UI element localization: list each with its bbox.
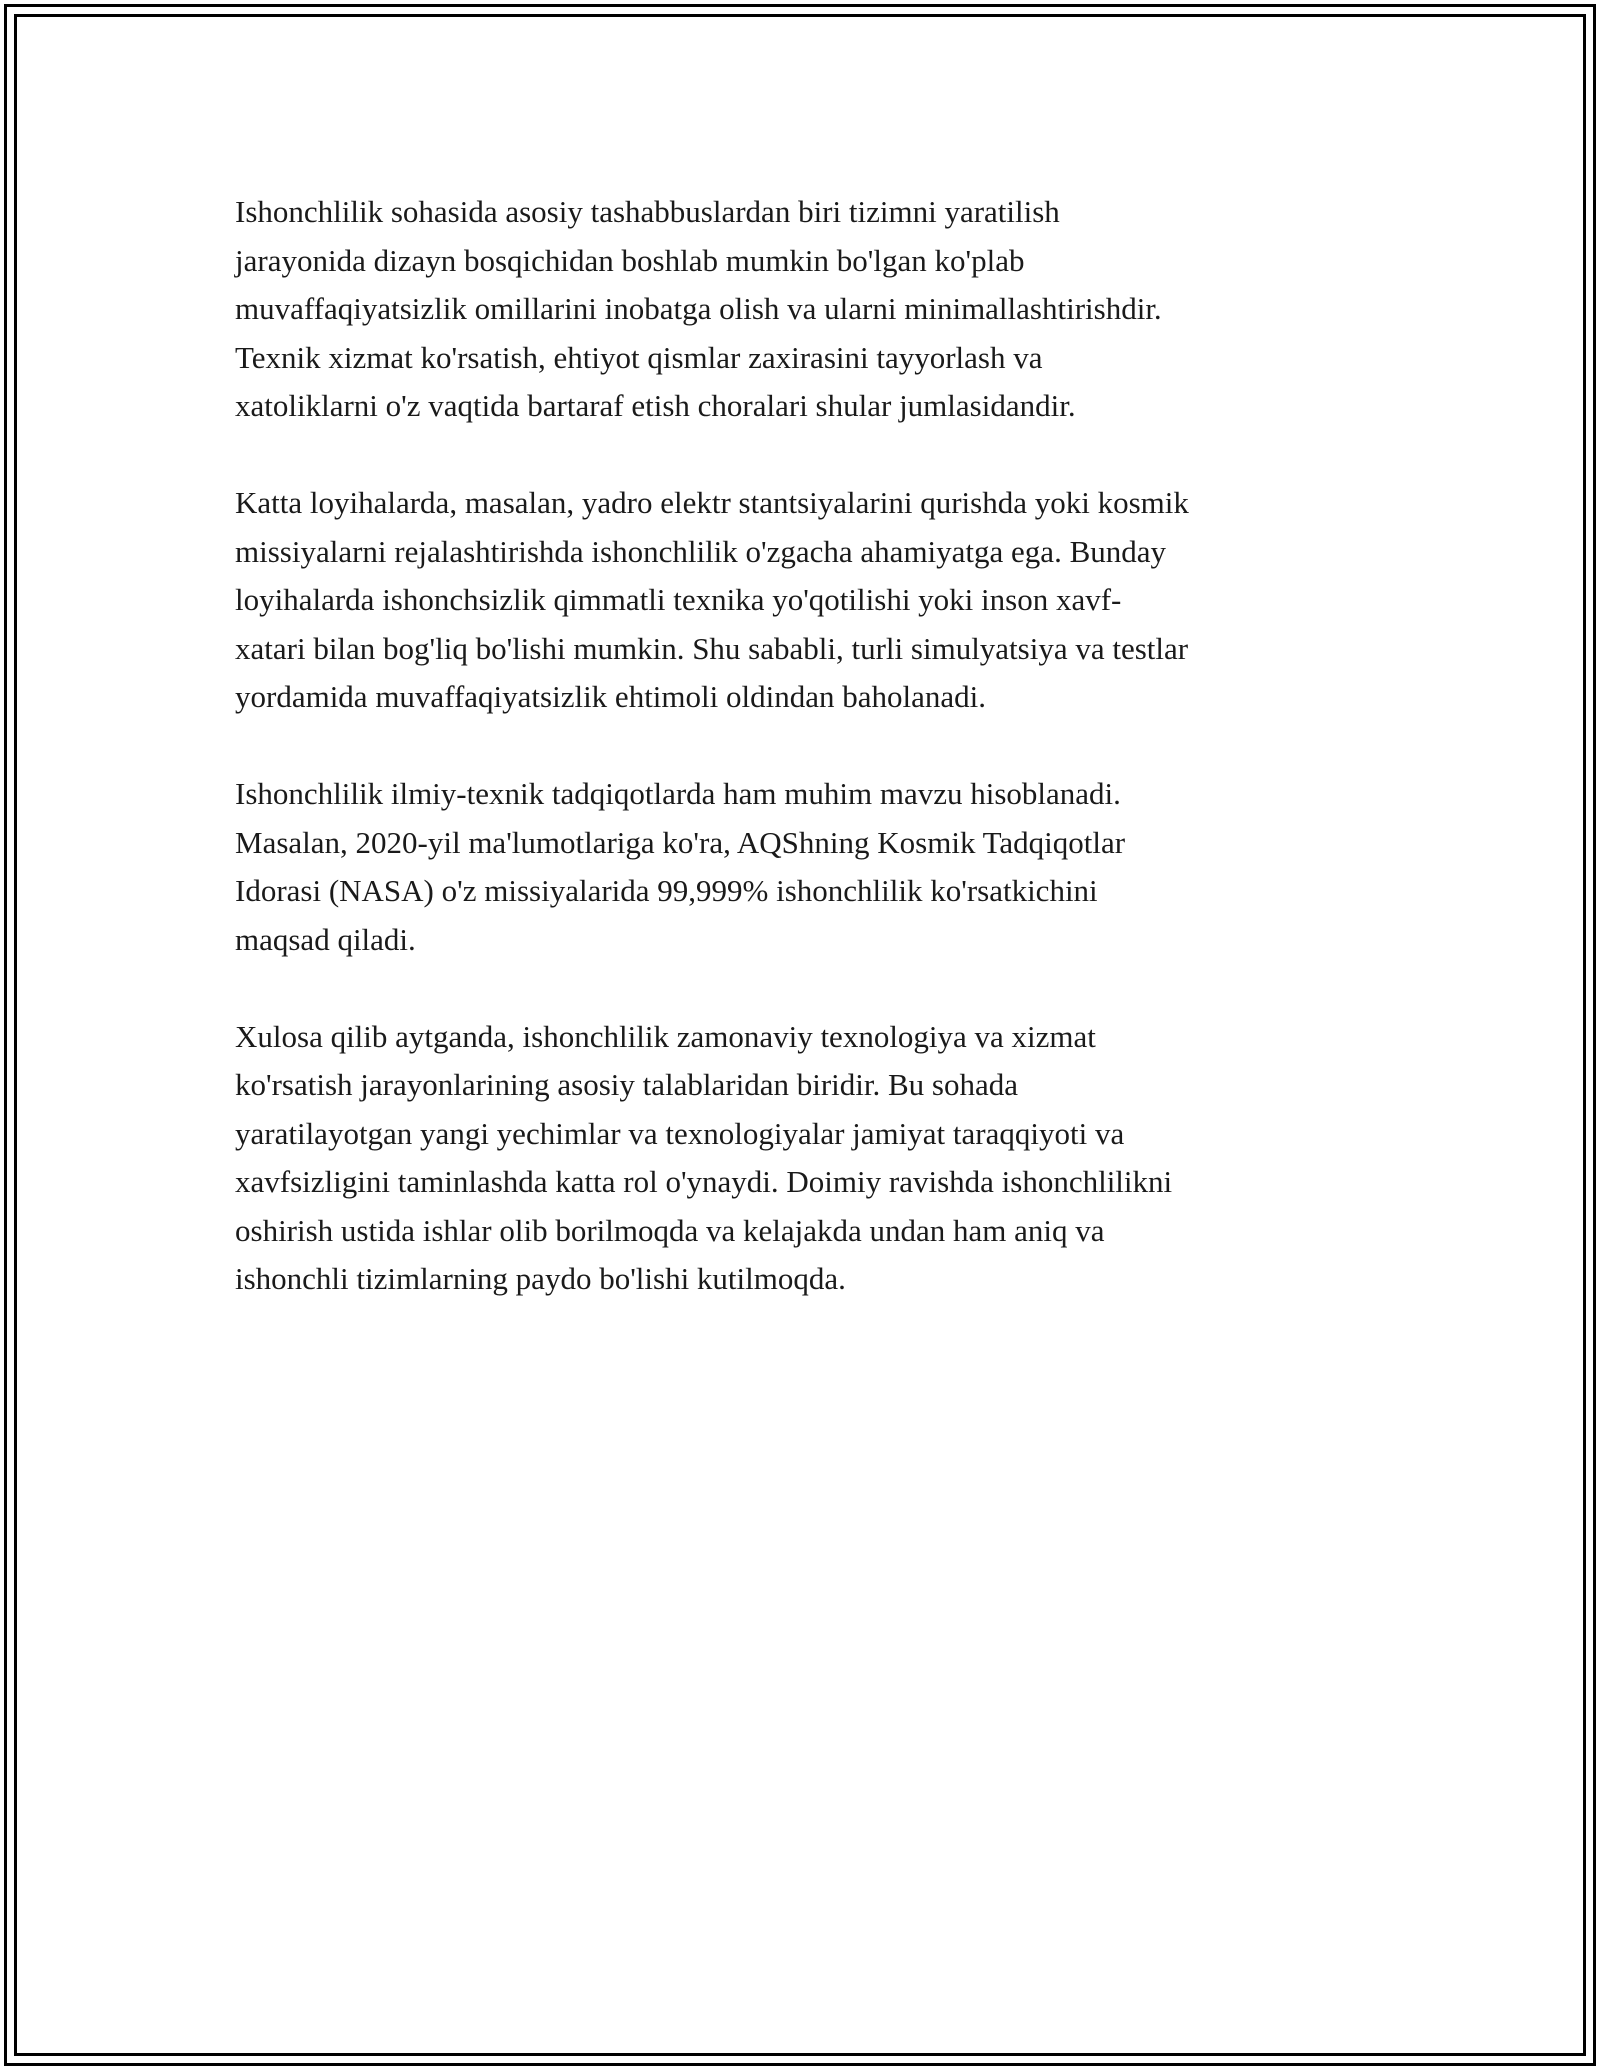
- paragraph-1: [235, 188, 1375, 431]
- text-line: loyihalarda ishonchsizlik qimmatli texnika yo'qotilishi yoki inson xavf-: [235, 582, 1122, 617]
- text-line: Idorasi (NASA) o'z missiyalarida 99,999% ishonchlilik ko'rsatkichini: [235, 873, 1098, 908]
- text-line: maqsad qiladi.: [235, 921, 416, 957]
- text-line: yaratilayotgan yangi yechimlar va texnologiyalar jamiyat taraqqiyoti va: [235, 1115, 1125, 1151]
- text-line: ishonchli tizimlarning paydo bo'lishi kutilmoqda.: [235, 1261, 846, 1296]
- paragraph-3: [235, 770, 1375, 964]
- text-line: Xulosa qilib aytganda, ishonchlilik zamonaviy texnologiya va xizmat: [235, 1018, 1096, 1054]
- text-line: Texnik xizmat ko'rsatish, ehtiyot qismlar zaxirasini tayyorlash va: [235, 339, 1043, 375]
- text-line: oshirish ustida ishlar olib borilmoqda va kelajakda undan ham aniq va: [235, 1212, 1105, 1248]
- text-line: Katta loyihalarda, masalan, yadro elektr stantsiyalarini qurishda yoki kosmik: [235, 485, 1189, 520]
- text-line: Ishonchlilik sohasida asosiy tashabbuslardan biri tizimni yaratilish: [235, 194, 1060, 229]
- text-line: xatoliklarni o'z vaqtida bartaraf etish choralari shular jumlasidandir.: [235, 388, 1076, 423]
- text-line: jarayonida dizayn bosqichidan boshlab mumkin bo'lgan ko'plab: [235, 242, 1025, 278]
- text-line: Masalan, 2020-yil ma'lumotlariga ko'ra, AQShning Kosmik Tadqiqotlar: [235, 824, 1126, 860]
- text-line: xavfsizligini taminlashda katta rol o'ynaydi. Doimiy ravishda ishonchlilikni: [235, 1164, 1173, 1199]
- text-line: Ishonchlilik ilmiy-texnik tadqiqotlarda ham muhim mavzu hisoblanadi.: [235, 776, 1121, 811]
- text-line: ko'rsatish jarayonlarining asosiy talablaridan biridir. Bu sohada: [235, 1067, 1018, 1102]
- text-line: xatari bilan bog'liq bo'lishi mumkin. Shu sababli, turli simulyatsiya va testlar: [235, 630, 1189, 666]
- document-body: [235, 188, 1375, 1352]
- text-line: missiyalarni rejalashtirishda ishonchlilik o'zgacha ahamiyatga ega. Bunday: [235, 533, 1166, 569]
- text-line: yordamida muvaffaqiyatsizlik ehtimoli oldindan baholanadi.: [235, 679, 986, 714]
- text-line: muvaffaqiyatsizlik omillarini inobatga olish va ularni minimallashtirishdir.: [235, 291, 1162, 326]
- paragraph-2: [235, 479, 1375, 722]
- paragraph-4: [235, 1013, 1375, 1304]
